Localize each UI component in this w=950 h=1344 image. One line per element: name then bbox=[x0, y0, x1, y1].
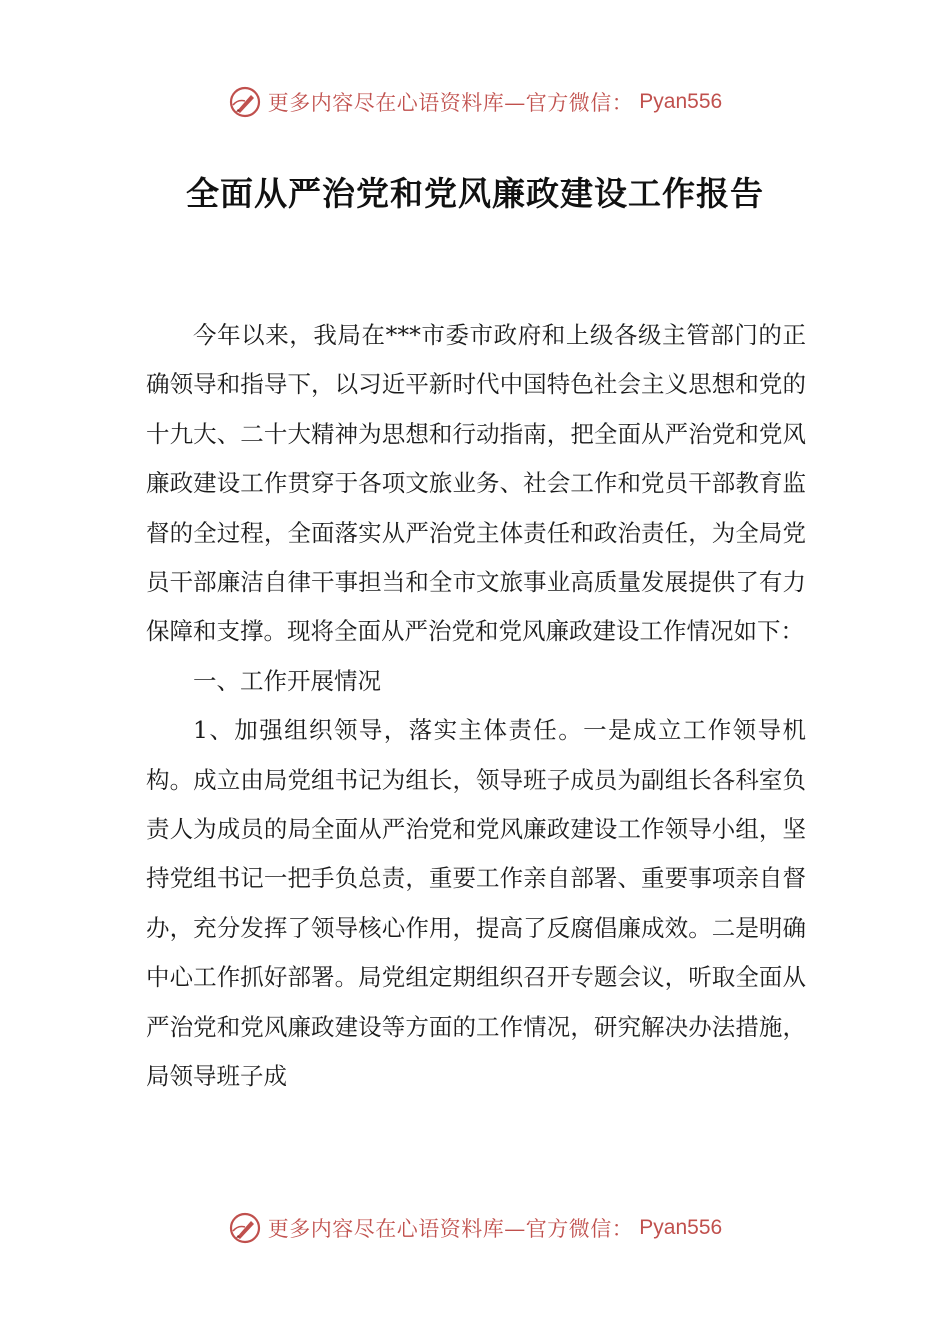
intro-paragraph: 今年以来，我局在***市委市政府和上级各级主管部门的正确领导和指导下，以习近平新时代中国特色社会主义思想和党的十九大、二十大精神为思想和行动指南，把全面从严治党和党风廉政建设工作贯穿于各项文旅业务、社会工作和党员干部教育监督的全过程，全面落实从严治党主体责任和政治责任，为全局党员干部廉洁自律干事担当和全市文旅事业高质量发展提供了有力保障和支撑。现将全面从严治党和党风廉政建设工作情况如下： bbox=[146, 321, 806, 646]
section-paragraph: 1、加强组织领导，落实主体责任。一是成立工作领导机构。成立由局党组书记为组长，领导班子成员为副组长各科室负责人为成员的局全面从严治党和党风廉政建设工作领导小组，坚持党组书记一把手负总责，重要工作亲自部署、重要事项亲自督办，充分发挥了领导核心作用，提高了反腐倡廉成效。二是明确中心工作抓好部署。局党组定期组织召开专题会议，听取全面从严治党和党风廉政建设等方面的工作情况，研究解决办法措施，局领导班子成 bbox=[146, 716, 806, 1091]
pen-nib-logo-icon bbox=[228, 85, 262, 119]
header-banner bbox=[0, 82, 950, 122]
footer-banner-text: 更多内容尽在心语资料库—官方微信： bbox=[267, 1217, 634, 1241]
pen-nib-logo-icon bbox=[228, 1211, 262, 1245]
footer-banner-wechat-id: Pyan556 bbox=[639, 1216, 723, 1239]
section-heading: 一、工作开展情况 bbox=[193, 666, 381, 695]
footer-banner-content bbox=[228, 1211, 722, 1245]
document-title: 全面从严治党和党风廉政建设工作报告 bbox=[186, 174, 764, 213]
header-banner-content bbox=[228, 85, 722, 119]
document-body bbox=[146, 311, 806, 1102]
footer-banner bbox=[0, 1208, 950, 1248]
header-banner-wechat-id: Pyan556 bbox=[639, 90, 723, 113]
header-banner-text: 更多内容尽在心语资料库—官方微信： bbox=[267, 91, 634, 115]
